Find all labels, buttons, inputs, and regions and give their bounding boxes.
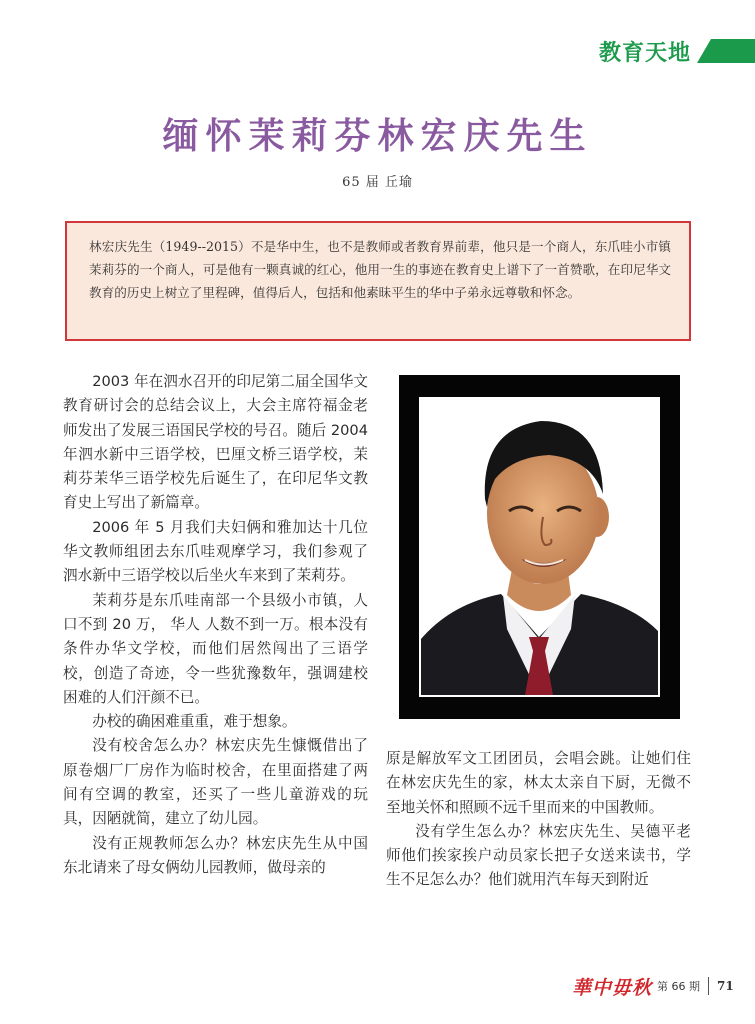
portrait-frame [419,397,660,697]
magazine-name: 華中毋秋 [572,976,653,999]
paragraph: 没有学生怎么办？林宏庆先生、吴德平老师他们挨家挨户动员家长把子女送来读书，学生不足怎么办？他们就用汽车每天到附近 [386,822,691,889]
paragraph: 茉莉芬是东爪哇南部一个县级小市镇，人口不到 20 万， 华人 人数不到一万。根本没有条件办华文学校，而他们居然闯出了三语学校，创造了奇迹，令一些犹豫数年，强调建校困难的人们汗颜不已。 [63,591,368,706]
abstract-box [65,221,691,341]
paragraph: 2003 年在泗水召开的印尼第二届全国华文教育研讨会的总结会议上，大会主席符福金老师发出了发展三语国民学校的号召。随后 2004 年泗水新中三语学校，巴厘文桥三语学校，茉莉芬茉华三语学校先后诞生了，在印尼华文教育史上写出了新篇章。 [63,373,368,512]
paragraph: 2006 年 5 月我们夫妇俩和雅加达十几位华文教师组团去东爪哇观摩学习，我们参观了泗水新中三语学校以后坐火车来到了茉莉芬。 [63,518,368,585]
article-title: 缅怀茉莉芬林宏庆先生 [162,115,593,157]
abstract-text: 林宏庆先生（1949--2015）不是华中生，也不是教师或者教育界前辈，他只是一个商人，东爪哇小市镇茉莉芬的一个商人，可是他有一颗真诚的红心，他用一生的事迹在教育史上谱下了一首赞歌，在印尼华文教育的历史上树立了里程碑，值得后人，包括和他素昧平生的华中子弟永远尊敬和怀念。 [89,239,671,300]
section-bar [697,39,755,63]
paragraph: 没有校舍怎么办？林宏庆先生慷慨借出了原卷烟厂厂房作为临时校舍，在里面搭建了两间有空调的教室，还买了一些儿童游戏的玩具，因陋就简，建立了幼儿园。 [63,737,368,828]
issue-number: 第 66 期 [657,980,701,993]
paragraph: 没有正规教师怎么办？林宏庆先生从中国东北请来了母女俩幼儿园教师，做母亲的 [63,834,368,876]
portrait-illustration [421,399,658,695]
right-column [386,747,691,893]
paragraph: 原是解放军文工团团员，会唱会跳。让她们住在林宏庆先生的家，林太太亲自下厨，无微不至地关怀和照顾不远千里而来的中国教师。 [386,750,691,816]
page-footer [572,972,734,1000]
page-number: 71 [717,979,734,993]
paragraph: 办校的确困难重重，难于想象。 [92,713,297,731]
footer-divider [708,977,709,995]
section-label: 教育天地 [598,39,691,66]
left-column [63,370,368,880]
portrait-photo [399,375,680,719]
article-author: 65 届 丘瑜 [342,175,413,190]
section-tag [599,36,755,66]
